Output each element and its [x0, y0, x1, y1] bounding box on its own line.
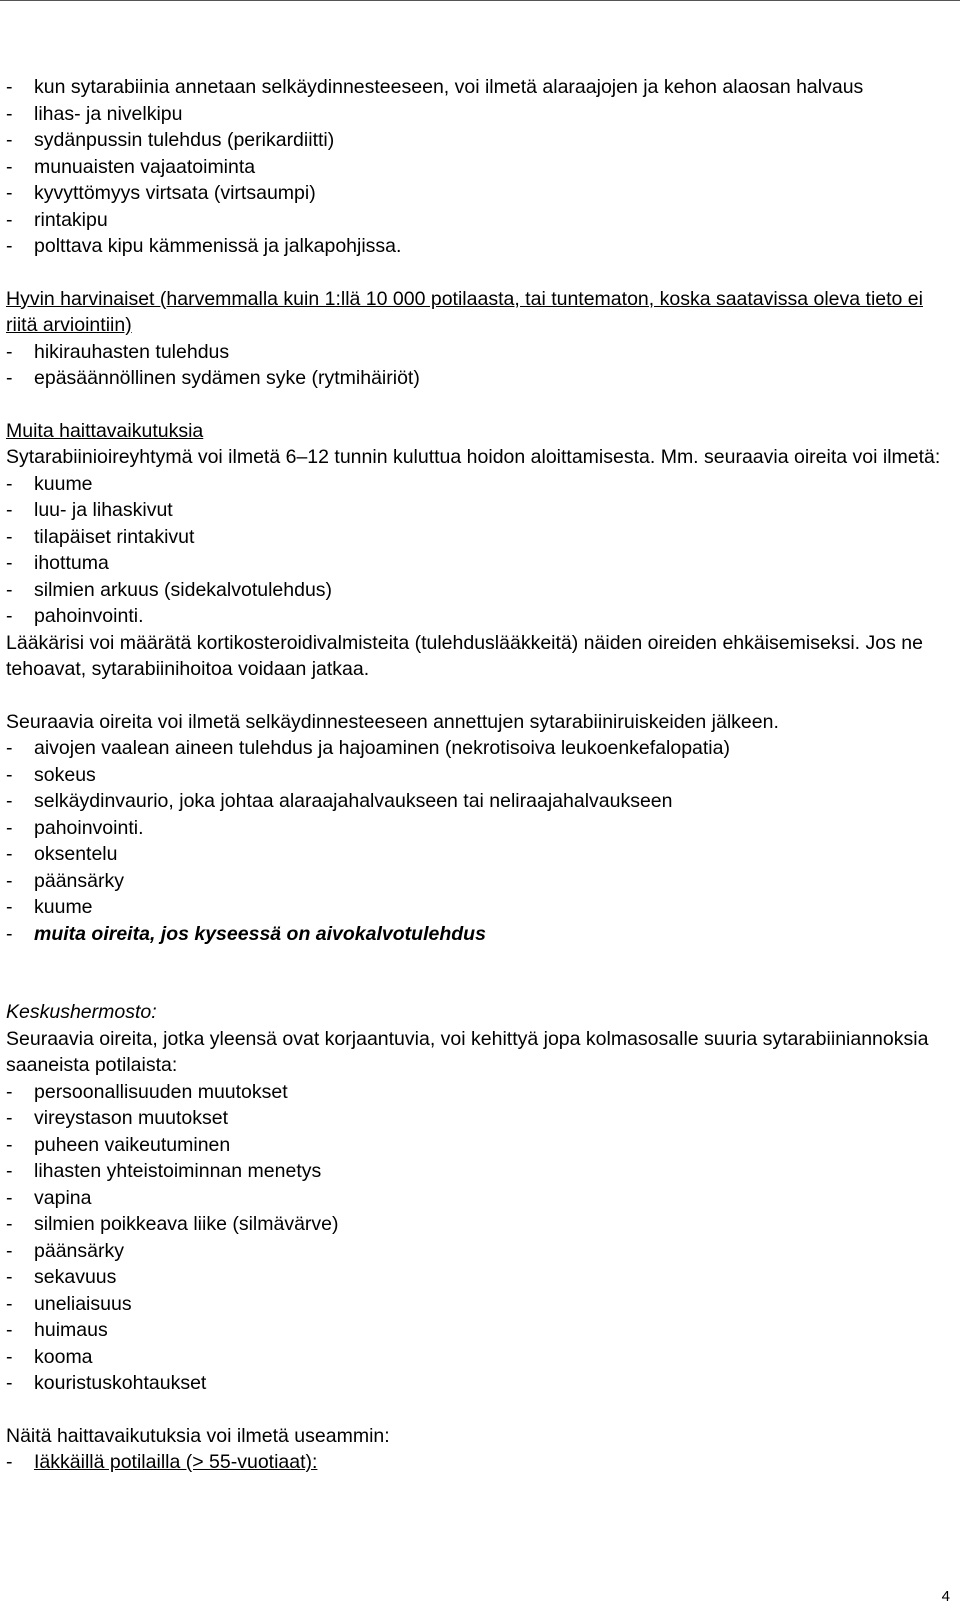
other-effects-intro: Sytarabiinioireyhtymä voi ilmetä 6–12 tunnin kuluttua hoidon aloittamisesta. Mm. seuraavia oireita voi ilmetä:: [6, 446, 941, 468]
very-rare-section: [6, 286, 956, 392]
frequent-heading: Näitä haittavaikutuksia voi ilmetä useammin:: [6, 1424, 390, 1447]
list-item: - huimaus: [6, 1319, 108, 1341]
other-effects-section: [6, 418, 956, 683]
list-item: - ihottuma: [6, 552, 109, 574]
page-number: 4: [941, 1588, 950, 1605]
intrathecal-section: [6, 709, 956, 948]
cns-heading: Keskushermosto:: [6, 1001, 157, 1023]
very-rare-heading: Hyvin harvinaiset (harvemmalla kuin 1:llä 10 000 potilaasta, tai tuntematon, koska saatavissa oleva tieto ei riitä arviointiin): [6, 287, 923, 336]
intrathecal-heading: Seuraavia oireita voi ilmetä selkäydinnesteeseen annettujen sytarabiiniruiskeiden jälkeen.: [6, 710, 779, 733]
list-item: - lihasten yhteistoiminnan menetys: [6, 1160, 322, 1182]
list-item: - aivojen vaalean aineen tulehdus ja hajoaminen (nekrotisoiva leukoenkefalopatia): [6, 737, 730, 759]
list-item: - munuaisten vajaatoiminta: [6, 155, 256, 178]
list-item: - sydänpussin tulehdus (perikardiitti): [6, 129, 335, 151]
list-item: - pahoinvointi.: [6, 605, 144, 627]
cns-intro: Seuraavia oireita, jotka yleensä ovat korjaantuvia, voi kehittyä jopa kolmasosalle suuria sytarabiiniannoksia saaneista potilaista:: [6, 1027, 929, 1076]
list-item: - pahoinvointi.: [6, 816, 144, 839]
list-item: - kyvyttömyys virtsata (virtsaumpi): [6, 182, 316, 204]
list-item: - epäsäännöllinen sydämen syke (rytmihäiriöt): [6, 367, 420, 389]
list-item: - sekavuus: [6, 1266, 117, 1288]
list-item: - päänsärky: [6, 1239, 124, 1262]
list-item: - päänsärky: [6, 869, 124, 892]
list-item: - silmien arkuus (sidekalvotulehdus): [6, 578, 333, 601]
list-item: - vireystason muutokset: [6, 1107, 229, 1129]
document-body: [6, 74, 956, 1476]
other-effects-note: Lääkärisi voi määrätä kortikosteroidivalmisteita (tulehduslääkkeitä) näiden oireiden ehkäisemiseksi. Jos ne tehoavat, sytarabiinihoitoa voidaan jatkaa.: [6, 631, 923, 680]
frequent-section: [6, 1423, 956, 1476]
list-item: - persoonallisuuden muutokset: [6, 1080, 288, 1103]
other-effects-heading: Muita haittavaikutuksia: [6, 419, 204, 442]
list-item: - kouristuskohtaukset: [6, 1372, 207, 1394]
list-item: - uneliaisuus: [6, 1292, 132, 1315]
list-item: - Iäkkäillä potilailla (> 55-vuotiaat):: [6, 1451, 318, 1473]
list-item: - vapina: [6, 1186, 92, 1209]
cns-section: [6, 999, 956, 1397]
list-item: - selkäydinvaurio, joka johtaa alaraajahalvaukseen tai neliraajahalvaukseen: [6, 790, 673, 812]
list-item: - rintakipu: [6, 208, 108, 231]
list-item: - kuume: [6, 896, 93, 918]
list-item: - kun sytarabiinia annetaan selkäydinnesteeseen, voi ilmetä alaraajojen ja kehon alaosan halvaus: [6, 76, 864, 98]
list-item: - luu- ja lihaskivut: [6, 499, 173, 521]
list-item: - tilapäiset rintakivut: [6, 525, 195, 548]
list-item: - hikirauhasten tulehdus: [6, 340, 230, 363]
list-item: - silmien poikkeava liike (silmävärve): [6, 1213, 339, 1235]
list-item: - sokeus: [6, 763, 96, 786]
list-item: - puheen vaikeutuminen: [6, 1133, 231, 1156]
list-item-emphasis: - muita oireita, jos kyseessä on aivokalvotulehdus: [6, 922, 486, 945]
list-item: - lihas- ja nivelkipu: [6, 102, 183, 125]
list-item: - kuume: [6, 472, 93, 495]
list-item: - kooma: [6, 1345, 93, 1368]
top-border-line: [0, 0, 960, 1]
list-item: - polttava kipu kämmenissä ja jalkapohjissa.: [6, 235, 402, 257]
intro-list: [6, 74, 956, 260]
list-item: - oksentelu: [6, 843, 118, 865]
